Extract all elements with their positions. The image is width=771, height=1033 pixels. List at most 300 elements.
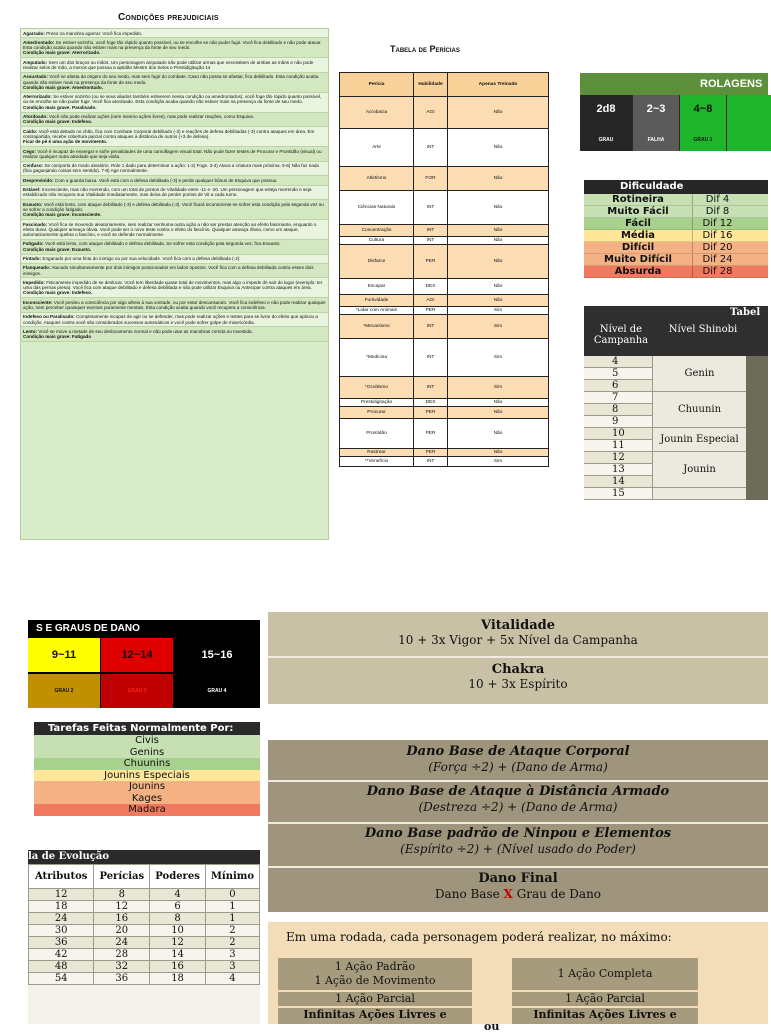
skills-row [340,245,549,279]
chakra-title: Chakra [491,662,545,677]
skills-row [340,315,549,339]
condition-text: Fisicamente impedido de se deslocar. Você tem liberdade quase total de movimentos, mas algo o impede de sair do lugar (exemplo: ter uma das pernas presa). Você fica com ataque debilitado e defesa debilitada e não pode utilizar Esquiva ou Antecipar contra ataques em área. [23,279,323,291]
condition-severe: Condição mais grave: Aterrorizado. [23,50,101,56]
skill-trained-only: Não [448,191,549,225]
condition-item [21,93,328,113]
skills-row [340,237,549,245]
evolution-table [28,850,260,1024]
campaign-level: 15 [584,488,652,500]
condition-severe: Ficar de pé é uma ação de movimento. [23,139,108,145]
rolls-title: ROLAGENS [700,78,763,90]
vitality-title: Vitalidade [481,618,555,633]
evolution-cell: 20 [94,925,150,937]
condition-name: Aterrorizado: [23,94,52,100]
condition-item [21,29,328,38]
campaign-level: 14 [584,476,652,488]
skill-name: Cultura [340,237,414,245]
condition-name: Caído: [23,128,38,134]
condition-item [21,240,328,255]
evolution-row [29,925,260,937]
skill-trained-only: Sim [448,377,549,399]
campaign-level-header: Nível de Campanha [593,324,649,346]
skill-name: *Medicina [340,339,414,377]
condition-severe: Condição mais grave: Indefeso. [23,119,93,125]
evolution-grid [28,864,260,985]
task-row: Jounins [34,781,260,793]
condition-text: Você se move a metade de seu deslocamento normal e não pode usar as manobras corrida ou Investida. [38,328,253,334]
skill-name: Atletismo [340,167,414,191]
skill-name: **Venefício [340,457,414,467]
condition-severe: Condição mais grave: Amedrontado. [23,84,103,90]
evolution-title: la de Evolução [28,850,260,864]
skill-ability: INT [414,129,448,167]
skill-name: Furtividade [340,295,414,307]
difficulty-name: Fácil [625,218,651,229]
difficulty-table [584,180,768,304]
evolution-cell: 6 [150,901,206,913]
melee-damage-title: Dano Base de Ataque Corporal [406,744,630,759]
condition-name: Indefeso ou Paralisado: [23,314,75,320]
condition-severe: Condição mais grave: Paralisado. [23,104,97,110]
campaign-next-column [746,356,768,500]
roll-label: GRAU [598,137,614,143]
campaign-level: 13 [584,464,652,476]
difficulty-value: Dif 24 [692,254,742,265]
skills-row [340,407,549,419]
skill-ability: INT [414,339,448,377]
campaign-level: 4 [584,356,652,368]
evolution-cell: 16 [94,913,150,925]
shinobi-rank: Jounin [652,452,746,488]
evolution-cell: 48 [29,961,94,973]
condition-name: Amputado: [23,59,48,65]
difficulty-value: Dif 16 [692,230,742,241]
damage-degree-cell [28,638,100,708]
skill-trained-only: Sim [448,315,549,339]
condition-name: Fascinado: [23,221,48,227]
final-damage-formula [268,887,768,902]
condition-item [21,73,328,93]
difficulty-row [584,242,768,254]
evolution-cell: 16 [150,961,206,973]
final-damage-base: Dano Base [434,887,500,901]
ninpou-damage-formula: (Espírito ÷2) + (Nível usado do Poder) [400,842,636,856]
skills-row [340,419,549,449]
difficulty-value: Dif 8 [692,206,742,217]
skill-trained-only: Não [448,449,549,457]
condition-name: Exausto: [23,201,43,207]
skills-row [340,307,549,315]
evolution-row [29,901,260,913]
evolution-row [29,961,260,973]
campaign-level: 12 [584,452,652,464]
condition-item [21,38,328,58]
skills-table [339,72,549,467]
actions-title: Em uma rodada, cada personagem poderá realizar, no máximo: [286,930,672,944]
difficulty-name: Absurda [614,266,662,277]
campaign-level: 11 [584,440,652,452]
evolution-cell: 10 [150,925,206,937]
condition-item [21,162,328,177]
skill-ability: INT [414,225,448,237]
action-free-left: Infinitas Ações Livres e [303,1008,447,1021]
evolution-row [29,949,260,961]
evolution-cell: 14 [150,949,206,961]
base-damage-box [268,740,768,912]
condition-text: Se estiver sozinho (ou se seus aliados também estiverem nessa condição ou amedrontados), você foge tão rápido quanto possível, ou se encolhe se não puder fugir. Você fica atordoado. Esta condição acaba quando não estiver mais na presença da fonte de seu medo. [23,94,322,105]
condition-text: Se comporta de modo aleatório. Role 1 dado para determinar a ação: 1-2) Foge. 3-4) Ataca a criatura mais próxima. 5-6) Não faz nada (fica gaguejando coisas sem sentido). 7-8) Age normalmente. [23,163,319,174]
tasks-table [34,722,260,850]
condition-severe: Condição mais grave: Indefeso. [23,290,93,296]
difficulty-row [584,230,768,242]
evolution-cell: 4 [150,889,206,901]
difficulty-name: Difícil [621,242,655,253]
evolution-cell: 32 [94,961,150,973]
vitality-chakra-box [268,612,768,704]
condition-name: Confuso: [23,163,44,169]
skill-name: Rastrear [340,449,414,457]
roll-value: 2~3 [646,103,666,115]
campaign-level: 10 [584,428,652,440]
evolution-row [29,889,260,901]
skill-trained-only: Não [448,129,549,167]
skill-trained-only: Sim [448,457,549,467]
task-row: Chuunins [34,758,260,770]
difficulty-value: Dif 20 [692,242,742,253]
skill-ability: PER [414,245,448,279]
damage-degree-label: GRAU 3 [101,674,173,708]
evolution-cell: 1 [205,901,259,913]
condition-name: Desprevinido: [23,177,54,183]
skill-name: Escapar [340,279,414,295]
condition-name: Fatigado: [23,241,44,247]
skill-name: Disfarce [340,245,414,279]
skill-ability: PER [414,419,448,449]
condition-text: Sem um dos braços ou mãos. Um personagem amputado não pode utilizar armas que necessitem de ambas as mãos e não pode realizar selos de mão, a menos que possua a aptidão Mestre dos Selos e Prestidigitação 14 [23,59,314,70]
skills-row [340,457,549,467]
tasks-title: Tarefas Feitas Normalmente Por: [34,722,260,735]
final-damage-multiply: X [503,887,513,901]
skills-header-trained: Apenas Treinado [448,73,549,97]
condition-item [21,255,328,264]
difficulty-name: Média [620,230,656,241]
evolution-cell: 36 [29,937,94,949]
skill-trained-only: Não [448,245,549,279]
campaign-level: 9 [584,416,652,428]
skill-trained-only: Não [448,279,549,295]
actions-left-panel [278,958,472,1024]
action-free-right: Infinitas Ações Livres e [533,1008,677,1021]
skill-trained-only: Não [448,407,549,419]
skill-name: *Lidar com Animais [340,307,414,315]
evolution-cell: 24 [29,913,94,925]
shinobi-level-header: Nível Shinobi [668,324,738,335]
skill-trained-only: Não [448,419,549,449]
condition-name: Agarrado: [23,30,45,36]
melee-damage-formula: (Força ÷2) + (Dano de Arma) [428,760,608,774]
task-row: Genins [34,747,260,759]
skills-header-skill: Perícia [340,73,414,97]
chakra-formula: 10 + 3x Espírito [468,677,568,691]
skill-ability: INT [414,377,448,399]
ranged-damage-formula: (Destreza ÷2) + (Dano de Arma) [418,800,618,814]
evolution-cell: 0 [205,889,259,901]
condition-text: Completamente incapaz de agir ou se defender, mas pode realizar ações e testes para se livrar do efeito que aplicou a condição. Ataques contra você são considerados sucessos automáticos e você pode sofrer golpe de misericórdia. [23,314,318,325]
damage-degree-cell [174,638,260,708]
skills-row [340,167,549,191]
skill-trained-only: Não [448,237,549,245]
skill-ability: INT [414,191,448,225]
skills-row [340,377,549,399]
skill-ability: DES [414,399,448,407]
damage-degree-value: 9~11 [28,638,100,672]
skill-trained-only: Não [448,295,549,307]
damage-degree-label: GRAU 2 [28,674,100,708]
skill-ability: PER [414,407,448,419]
ninpou-damage-title: Dano Base padrão de Ninpou e Elementos [364,826,672,841]
condition-name: Estável: [23,187,41,193]
actions-or-label: ou [484,1020,500,1033]
evolution-header-attributes: Atributos [29,865,94,889]
actions-box [268,922,768,1033]
condition-name: Flanqueado: [23,265,51,271]
evolution-cell: 42 [29,949,94,961]
final-damage-degree: Grau de Dano [516,887,602,901]
evolution-row [29,913,260,925]
condition-name: Lento: [23,328,38,334]
roll-cell [580,95,632,151]
action-full: 1 Ação Completa [512,958,698,992]
skill-name: *Ocultismo [340,377,414,399]
damage-degree-cell [101,638,173,708]
final-damage-title: Dano Final [478,871,558,886]
condition-name: Impedido: [23,279,45,285]
difficulty-row [584,194,768,206]
evolution-cell: 1 [205,913,259,925]
evolution-cell: 3 [205,949,259,961]
roll-label: FALHA [647,137,665,143]
evolution-row [29,937,260,949]
skills-row [340,449,549,457]
skill-trained-only: Não [448,167,549,191]
skill-trained-only: Não [448,225,549,237]
skill-ability: PER [414,307,448,315]
roll-cell [727,95,771,151]
shinobi-rank: Chuunin [652,392,746,428]
difficulty-name: Rotineira [612,194,664,205]
skills-table-title: Tabela de Perícias [390,44,460,54]
roll-value: 4~8 [693,103,713,115]
evolution-cell: 4 [205,973,259,985]
skill-name: *Mecanismo [340,315,414,339]
skills-row [340,191,549,225]
skills-row [340,225,549,237]
condition-severe: Condição mais grave: Fatigado [23,334,92,340]
skill-ability: AGI [414,97,448,129]
skill-ability: INT [414,237,448,245]
difficulty-value: Dif 4 [692,194,742,205]
campaign-level: 5 [584,368,652,380]
skill-ability: FOR [414,167,448,191]
difficulty-row [584,266,768,278]
condition-item [21,186,328,201]
evolution-cell: 28 [94,949,150,961]
condition-item [21,264,328,279]
skill-ability: INT [414,457,448,467]
evolution-cell: 3 [205,961,259,973]
campaign-table [584,306,768,540]
action-partial-left: 1 Ação Parcial [278,992,472,1008]
rolls-panel [580,73,768,151]
roll-cell [680,95,726,151]
difficulty-row [584,218,768,230]
condition-severe: Condição mais grave: Exausto. [23,246,92,252]
condition-item [21,147,328,162]
evolution-cell: 30 [29,925,94,937]
campaign-title: Tabel [584,306,768,320]
shinobi-rank [652,488,746,500]
skill-name: Arte [340,129,414,167]
conditions-list [20,28,329,540]
condition-item [21,220,328,240]
damage-degree-label: GRAU 4 [174,674,260,708]
task-row: Jounins Especiais [34,770,260,782]
condition-item [21,58,328,73]
difficulty-row [584,206,768,218]
evolution-cell: 2 [205,937,259,949]
skill-name: Procurar [340,407,414,419]
campaign-column-headers [584,320,768,356]
condition-text: Preso na manobra agarrar. Você fica impedido. [46,30,143,36]
condition-text: Enganado por uma finta do inimigo ou por sua velocidade. Você fica com a defesa debilitada (-2). [42,256,241,261]
skill-trained-only: Não [448,399,549,407]
skills-row [340,129,549,167]
evolution-header-powers: Poderes [150,865,206,889]
shinobi-rank: Genin [652,356,746,392]
evolution-cell: 8 [94,889,150,901]
task-row: Kages [34,793,260,805]
actions-right-panel [512,958,698,1024]
evolution-cell: 54 [29,973,94,985]
evolution-cell: 12 [94,901,150,913]
vitality-formula: 10 + 3x Vigor + 5x Nível da Campanha [398,633,638,647]
roll-value: 2d8 [596,103,616,115]
difficulty-row [584,254,768,266]
condition-item [21,113,328,128]
condition-text: Você se afasta da origem do seu medo, mas sem fugir do combate. Caso não possa se afastar, fica debilitado. Esta condição acaba quando não estiver mais na presença da fonte de seu medo. [23,74,319,85]
difficulty-name: Muito Fácil [607,206,669,217]
condition-item [21,278,328,298]
skill-trained-only: Sim [448,339,549,377]
evolution-cell: 18 [29,901,94,913]
action-move: 1 Ação de Movimento [314,974,436,987]
condition-text: Se estiver sozinho, você foge tão rápido quanto possível, ou se encolhe se não puder fugir. Você fica debilitado e não pode atacar. Esta condição acaba quando não estiver mais na presença da fonte de seu medo. [23,39,322,51]
difficulty-value: Dif 12 [692,218,742,229]
evolution-cell: 12 [150,937,206,949]
skill-ability: INT [414,315,448,339]
skill-ability: AGI [414,295,448,307]
task-row: Madara [34,804,260,816]
condition-item [21,313,328,328]
action-standard: 1 Ação Padrão [334,960,416,973]
damage-degree-value: 12~14 [101,638,173,672]
roll-cell [633,95,679,151]
condition-name: Cego: [23,148,37,154]
evolution-cell: 18 [150,973,206,985]
condition-text: Inconsciente, mas não morrendo, com um total de pontos de Vitalidade entre -11 e -20. Um personagem que esteja morrendo e seja estabilizado não recupera sua Vitalidade imediatamente, mas deixa de perder pontos de Vit a cada turno. [23,187,312,198]
condition-text: Você está deitado no chão, fica com Combate Corporal debilitado (-3) e reações de defesa debilitadas (-3) contra ataques em área. Em contrapartida, recebe cobertura parcial contra ataques à distância de outros (+3 de defesa). [23,128,315,139]
roll-label: GRAU 1 [693,137,713,143]
task-row: Civis [34,735,260,747]
skills-row [340,399,549,407]
evolution-row [29,973,260,985]
rolls-header [580,73,768,95]
evolution-cell: 36 [94,973,150,985]
skills-row [340,295,549,307]
condition-text: Você está lento, com ataque debilitado (-3) e defesa debilitada (-3). Você ficará inconsciente se sofrer esta condição pela segunda vez ou se sofrer a condição fatigado. [23,201,324,212]
condition-text: Você fica se movendo aleatoriamente, sem realizar nenhuma outra ação a não ser prestar atenção ao efeito fascinante, enquanto o efeito durar. Qualquer ameaça óbvia. Você pode ser o novo teste contra o efeito do fascínio. Qualquer ameaça óbvia, como um ataque, automaticamente quebra o fascínio, e você se defende normalmente. [23,221,317,238]
evolution-cell: 24 [94,937,150,949]
evolution-header-minimum: Mínimo [205,865,259,889]
damage-degrees-panel [28,620,260,708]
campaign-level: 6 [584,380,652,392]
skills-row [340,97,549,129]
evolution-cell: 2 [205,925,259,937]
difficulty-title: Dificuldade [584,180,768,194]
skill-ability: PER [414,449,448,457]
evolution-cell: 8 [150,913,206,925]
skill-trained-only: Não [448,97,549,129]
skill-name: Acrobacia [340,97,414,129]
difficulty-value: Dif 28 [692,266,742,277]
skill-trained-only: Sim [448,307,549,315]
difficulty-name: Muito Difícil [604,254,672,265]
condition-severe: Condição mais grave: Inconsciente. [23,212,102,218]
skills-row [340,339,549,377]
action-partial-right: 1 Ação Parcial [512,992,698,1008]
condition-name: Inconsciente: [23,299,53,305]
condition-name: Atordoado: [23,114,48,120]
skill-ability: DES [414,279,448,295]
condition-text: Você está lento, com ataque debilitado e defesa debilitada. Se sofrer esta condição pela segunda vez, fica Exausto. [44,241,281,247]
condition-item [21,127,328,147]
skills-header-ability: Habilidade [414,73,448,97]
condition-item [21,176,328,185]
condition-name: Assustado: [23,74,49,80]
shinobi-rank: Jounin Especial [652,428,746,452]
evolution-header-skills: Perícias [94,865,150,889]
ranged-damage-title: Dano Base de Ataque à Distância Armado [366,784,670,799]
skill-name: Ciências Naturais [340,191,414,225]
condition-text: Atacado simultaneamente por dois inimigos posicionados em lados opostos. Você fica com a defesa debilitada contra esses dois inimigos. [23,265,314,276]
conditions-title: Condições prejudiciais [118,12,219,23]
condition-text: Você não pode realizar ações (nem mesmo ações livres), mas pode realizar reações, como Esquiva. [49,114,255,120]
condition-text: Com a guarda baixa. Você está com a defesa debilitada (-3) e perde qualquer bônus de Esquiva que possua. [54,177,278,183]
condition-name: Amedrontado: [23,39,55,45]
skills-row [340,279,549,295]
condition-text: Você perdeu a consciência por algo alheio à sua vontade, ou por estar descansando. Você fica indefeso e não pode realizar qualquer ação, nem perceber quaisquer eventos puramente mentais. Esta condição acaba quando você recupera a consciência. [23,299,326,311]
skill-name: Concentração [340,225,414,237]
condition-item [21,327,328,342]
condition-item [21,200,328,220]
condition-text: Você é incapaz de enxergar e sofre penalidades de uma camuflagem visual total. Não pode fazer testes de Procurar e Prontidão (visual) ou realizar qualquer outra atividade que seja visão. [23,148,322,159]
campaign-level: 7 [584,392,652,404]
condition-name: Fintado: [23,256,42,261]
campaign-level: 8 [584,404,652,416]
condition-item [21,298,328,313]
damage-degrees-title: S E GRAUS DE DANO [28,620,260,638]
skill-name: Prestidigitação [340,399,414,407]
